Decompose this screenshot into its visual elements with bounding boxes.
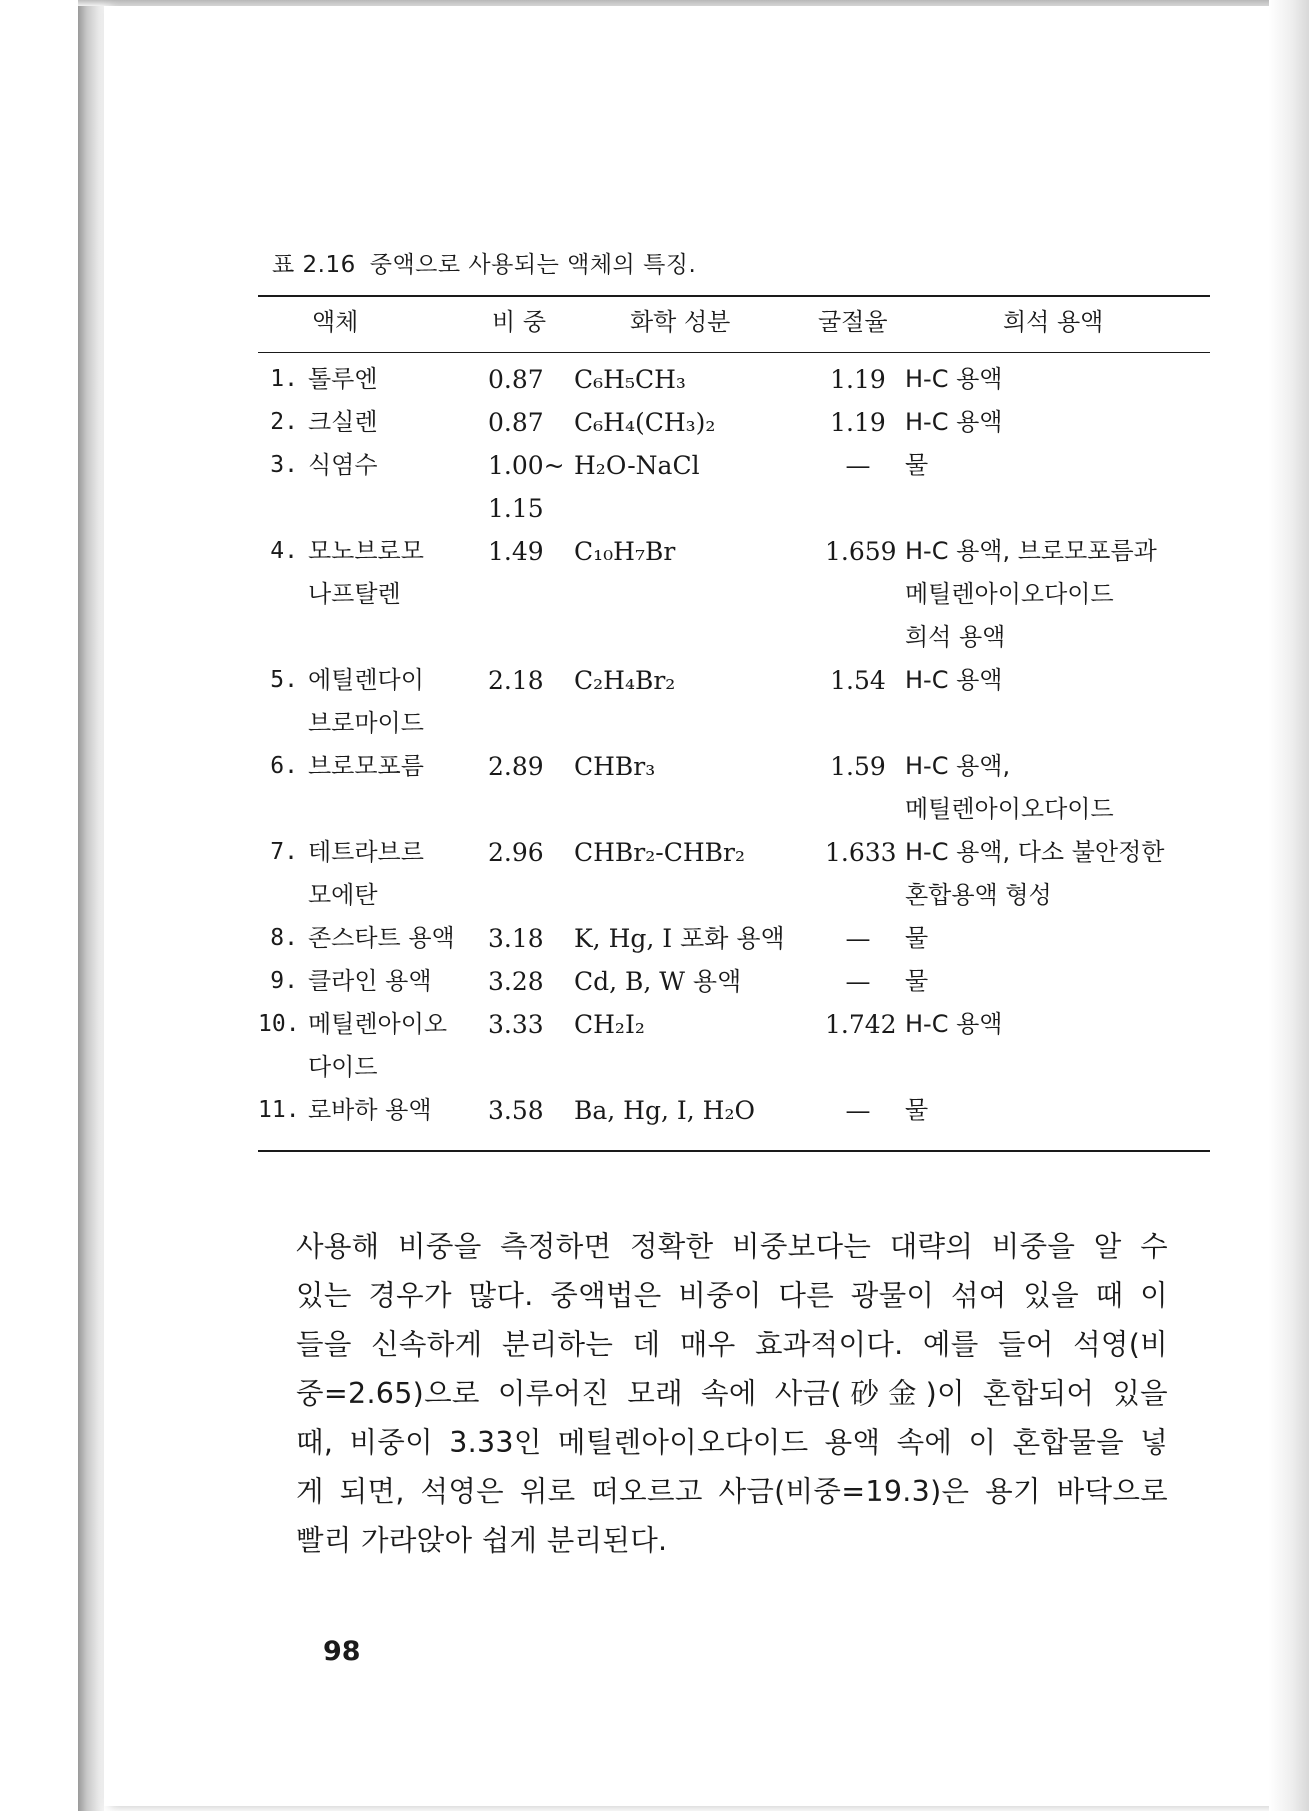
specific-gravity-line: 0.87	[488, 408, 544, 437]
body-line: 때, 비중이 3.33인 메틸렌아이오다이드 용액 속에 이 혼합물을 넣	[296, 1426, 1168, 1459]
liquid-name-line: 브로마이드	[308, 709, 424, 737]
table-row	[0, 1089, 1309, 1132]
specific-gravity-line: 3.33	[488, 1010, 544, 1039]
diluent-solution	[905, 401, 1002, 444]
specific-gravity-line: 1.15	[488, 494, 544, 523]
table-header-rule	[258, 352, 1210, 353]
table-top-rule	[258, 295, 1210, 297]
liquid-name-line: 브로모포름	[308, 752, 424, 780]
specific-gravity-line: 0.87	[488, 365, 544, 394]
row-number: 2.	[270, 409, 298, 435]
header-diluent: 희석 용액	[1003, 308, 1104, 336]
specific-gravity	[488, 659, 544, 702]
chemical-formula: Ba, Hg, I, H₂O	[574, 1096, 755, 1125]
diluent-solution	[905, 1003, 1002, 1046]
table-row	[0, 530, 1309, 659]
specific-gravity	[488, 1003, 544, 1046]
header-refractive-index: 굴절율	[818, 308, 888, 336]
specific-gravity	[488, 530, 544, 573]
row-number: 4.	[270, 538, 298, 564]
body-paragraph	[296, 1222, 1168, 1565]
liquid-name	[308, 659, 424, 745]
refractive-index: 1.659	[825, 537, 897, 566]
specific-gravity	[488, 831, 544, 874]
table-row	[0, 1003, 1309, 1089]
specific-gravity	[488, 917, 544, 960]
specific-gravity	[488, 358, 544, 401]
liquid-name-line: 로바하 용액	[308, 1096, 432, 1124]
liquid-name	[308, 917, 455, 960]
liquid-name	[308, 1003, 447, 1089]
liquid-name-line: 모노브로모	[308, 537, 424, 565]
liquid-name	[308, 831, 424, 917]
refractive-index: 1.19	[830, 408, 886, 437]
liquid-name-line: 크실렌	[308, 408, 378, 436]
diluent-solution-line: H-C 용액, 다소 불안정한	[905, 838, 1165, 866]
liquid-name-line: 메틸렌아이오	[308, 1010, 448, 1038]
row-number: 5.	[270, 667, 298, 693]
page-number: 98	[323, 1636, 361, 1667]
liquid-name-line: 나프탈렌	[308, 580, 401, 608]
specific-gravity	[488, 1089, 544, 1132]
table-row	[0, 401, 1309, 444]
row-number: 7.	[270, 839, 298, 865]
specific-gravity	[488, 960, 544, 1003]
liquid-name	[308, 530, 424, 616]
diluent-solution-line: 희석 용액	[905, 623, 1006, 651]
body-line: 중=2.65)으로 이루어진 모래 속에 사금(砂金)이 혼합되어 있을	[296, 1377, 1168, 1410]
liquid-name-line: 테트라브르	[308, 838, 424, 866]
diluent-solution-line: H-C 용액	[905, 1010, 1003, 1038]
row-number: 10.	[258, 1011, 300, 1037]
liquid-name	[308, 444, 378, 487]
diluent-solution	[905, 530, 1157, 659]
chemical-formula: CHBr₂-CHBr₂	[574, 838, 745, 867]
specific-gravity-line: 1.00~	[488, 451, 565, 480]
refractive-index: 1.59	[830, 752, 886, 781]
chemical-formula: C₁₀H₇Br	[574, 537, 676, 566]
chemical-formula: H₂O-NaCl	[574, 451, 700, 480]
diluent-solution-line: 메틸렌아이오다이드	[905, 795, 1114, 823]
refractive-index: 1.633	[825, 838, 897, 867]
diluent-solution	[905, 358, 1002, 401]
liquid-name	[308, 960, 432, 1003]
liquid-name-line: 클라인 용액	[308, 967, 432, 995]
specific-gravity	[488, 745, 544, 788]
diluent-solution	[905, 917, 928, 960]
specific-gravity	[488, 444, 565, 530]
table-row	[0, 358, 1309, 401]
diluent-solution-line: H-C 용액	[905, 365, 1003, 393]
liquid-name-line: 에틸렌다이	[308, 666, 424, 694]
specific-gravity-line: 3.18	[488, 924, 544, 953]
specific-gravity-line: 2.18	[488, 666, 544, 695]
liquid-name	[308, 358, 378, 401]
specific-gravity-line: 3.58	[488, 1096, 544, 1125]
table-title: 중액으로 사용되는 액체의 특징.	[369, 252, 697, 278]
diluent-solution-line: H-C 용액	[905, 408, 1003, 436]
body-line: 게 되면, 석영은 위로 떠오르고 사금(비중=19.3)은 용기 바닥으로	[296, 1475, 1168, 1508]
refractive-index: 1.54	[830, 666, 886, 695]
chemical-formula: K, Hg, I 포화 용액	[574, 924, 785, 953]
refractive-index: —	[845, 1096, 871, 1125]
table-bottom-rule	[258, 1150, 1210, 1152]
diluent-solution	[905, 831, 1164, 917]
table-caption	[272, 246, 696, 279]
liquid-name	[308, 401, 378, 444]
diluent-solution	[905, 960, 928, 1003]
table-row	[0, 831, 1309, 917]
liquid-name	[308, 745, 424, 788]
specific-gravity-line: 1.49	[488, 537, 544, 566]
refractive-index: —	[845, 451, 871, 480]
refractive-index: 1.19	[830, 365, 886, 394]
diluent-solution-line: 물	[905, 451, 929, 479]
body-line: 들을 신속하게 분리하는 데 매우 효과적이다. 예를 들어 석영(비	[296, 1328, 1168, 1361]
liquid-name	[308, 1089, 432, 1132]
diluent-solution-line: H-C 용액, 브로모포름과	[905, 537, 1157, 565]
diluent-solution	[905, 444, 928, 487]
diluent-solution-line: 혼합용액 형성	[905, 881, 1052, 909]
liquid-name-line: 톨루엔	[308, 365, 378, 393]
row-number: 1.	[270, 366, 298, 392]
header-specific-gravity: 비 중	[492, 308, 546, 336]
table-row	[0, 444, 1309, 530]
table-number: 표 2.16	[272, 252, 356, 278]
body-line: 사용해 비중을 측정하면 정확한 비중보다는 대략의 비중을 알 수	[296, 1230, 1168, 1263]
chemical-formula: CH₂I₂	[574, 1010, 645, 1039]
specific-gravity-line: 2.96	[488, 838, 544, 867]
row-number: 8.	[270, 925, 298, 951]
chemical-formula: CHBr₃	[574, 752, 656, 781]
refractive-index: 1.742	[825, 1010, 897, 1039]
liquid-name-line: 모에탄	[308, 881, 378, 909]
specific-gravity-line: 3.28	[488, 967, 544, 996]
row-number: 6.	[270, 753, 298, 779]
header-liquid: 액체	[312, 308, 359, 336]
refractive-index: —	[845, 967, 871, 996]
body-line: 빨리 가라앉아 쉽게 분리된다.	[296, 1524, 668, 1557]
table-row	[0, 960, 1309, 1003]
specific-gravity	[488, 401, 544, 444]
chemical-formula: C₂H₄Br₂	[574, 666, 676, 695]
liquid-name-line: 다이드	[308, 1053, 378, 1081]
row-number: 9.	[270, 968, 298, 994]
diluent-solution-line: 물	[905, 924, 929, 952]
diluent-solution-line: H-C 용액,	[905, 752, 1011, 780]
diluent-solution-line: 메틸렌아이오다이드	[905, 580, 1114, 608]
row-number: 3.	[270, 452, 298, 478]
row-number: 11.	[258, 1097, 300, 1123]
diluent-solution-line: 물	[905, 967, 929, 995]
liquid-name-line: 식염수	[308, 451, 378, 479]
chemical-formula: Cd, B, W 용액	[574, 967, 742, 996]
diluent-solution	[905, 659, 1002, 702]
header-chemistry: 화학 성분	[630, 308, 731, 336]
diluent-solution-line: 물	[905, 1096, 929, 1124]
diluent-solution	[905, 1089, 928, 1132]
liquid-name-line: 존스타트 용액	[308, 924, 455, 952]
diluent-solution	[905, 745, 1114, 831]
table-row	[0, 745, 1309, 831]
chemical-formula: C₆H₄(CH₃)₂	[574, 408, 716, 437]
diluent-solution-line: H-C 용액	[905, 666, 1003, 694]
chemical-formula: C₆H₅CH₃	[574, 365, 686, 394]
table-row	[0, 917, 1309, 960]
specific-gravity-line: 2.89	[488, 752, 544, 781]
refractive-index: —	[845, 924, 871, 953]
table-row	[0, 659, 1309, 745]
body-line: 있는 경우가 많다. 중액법은 비중이 다른 광물이 섞여 있을 때 이	[296, 1279, 1168, 1312]
